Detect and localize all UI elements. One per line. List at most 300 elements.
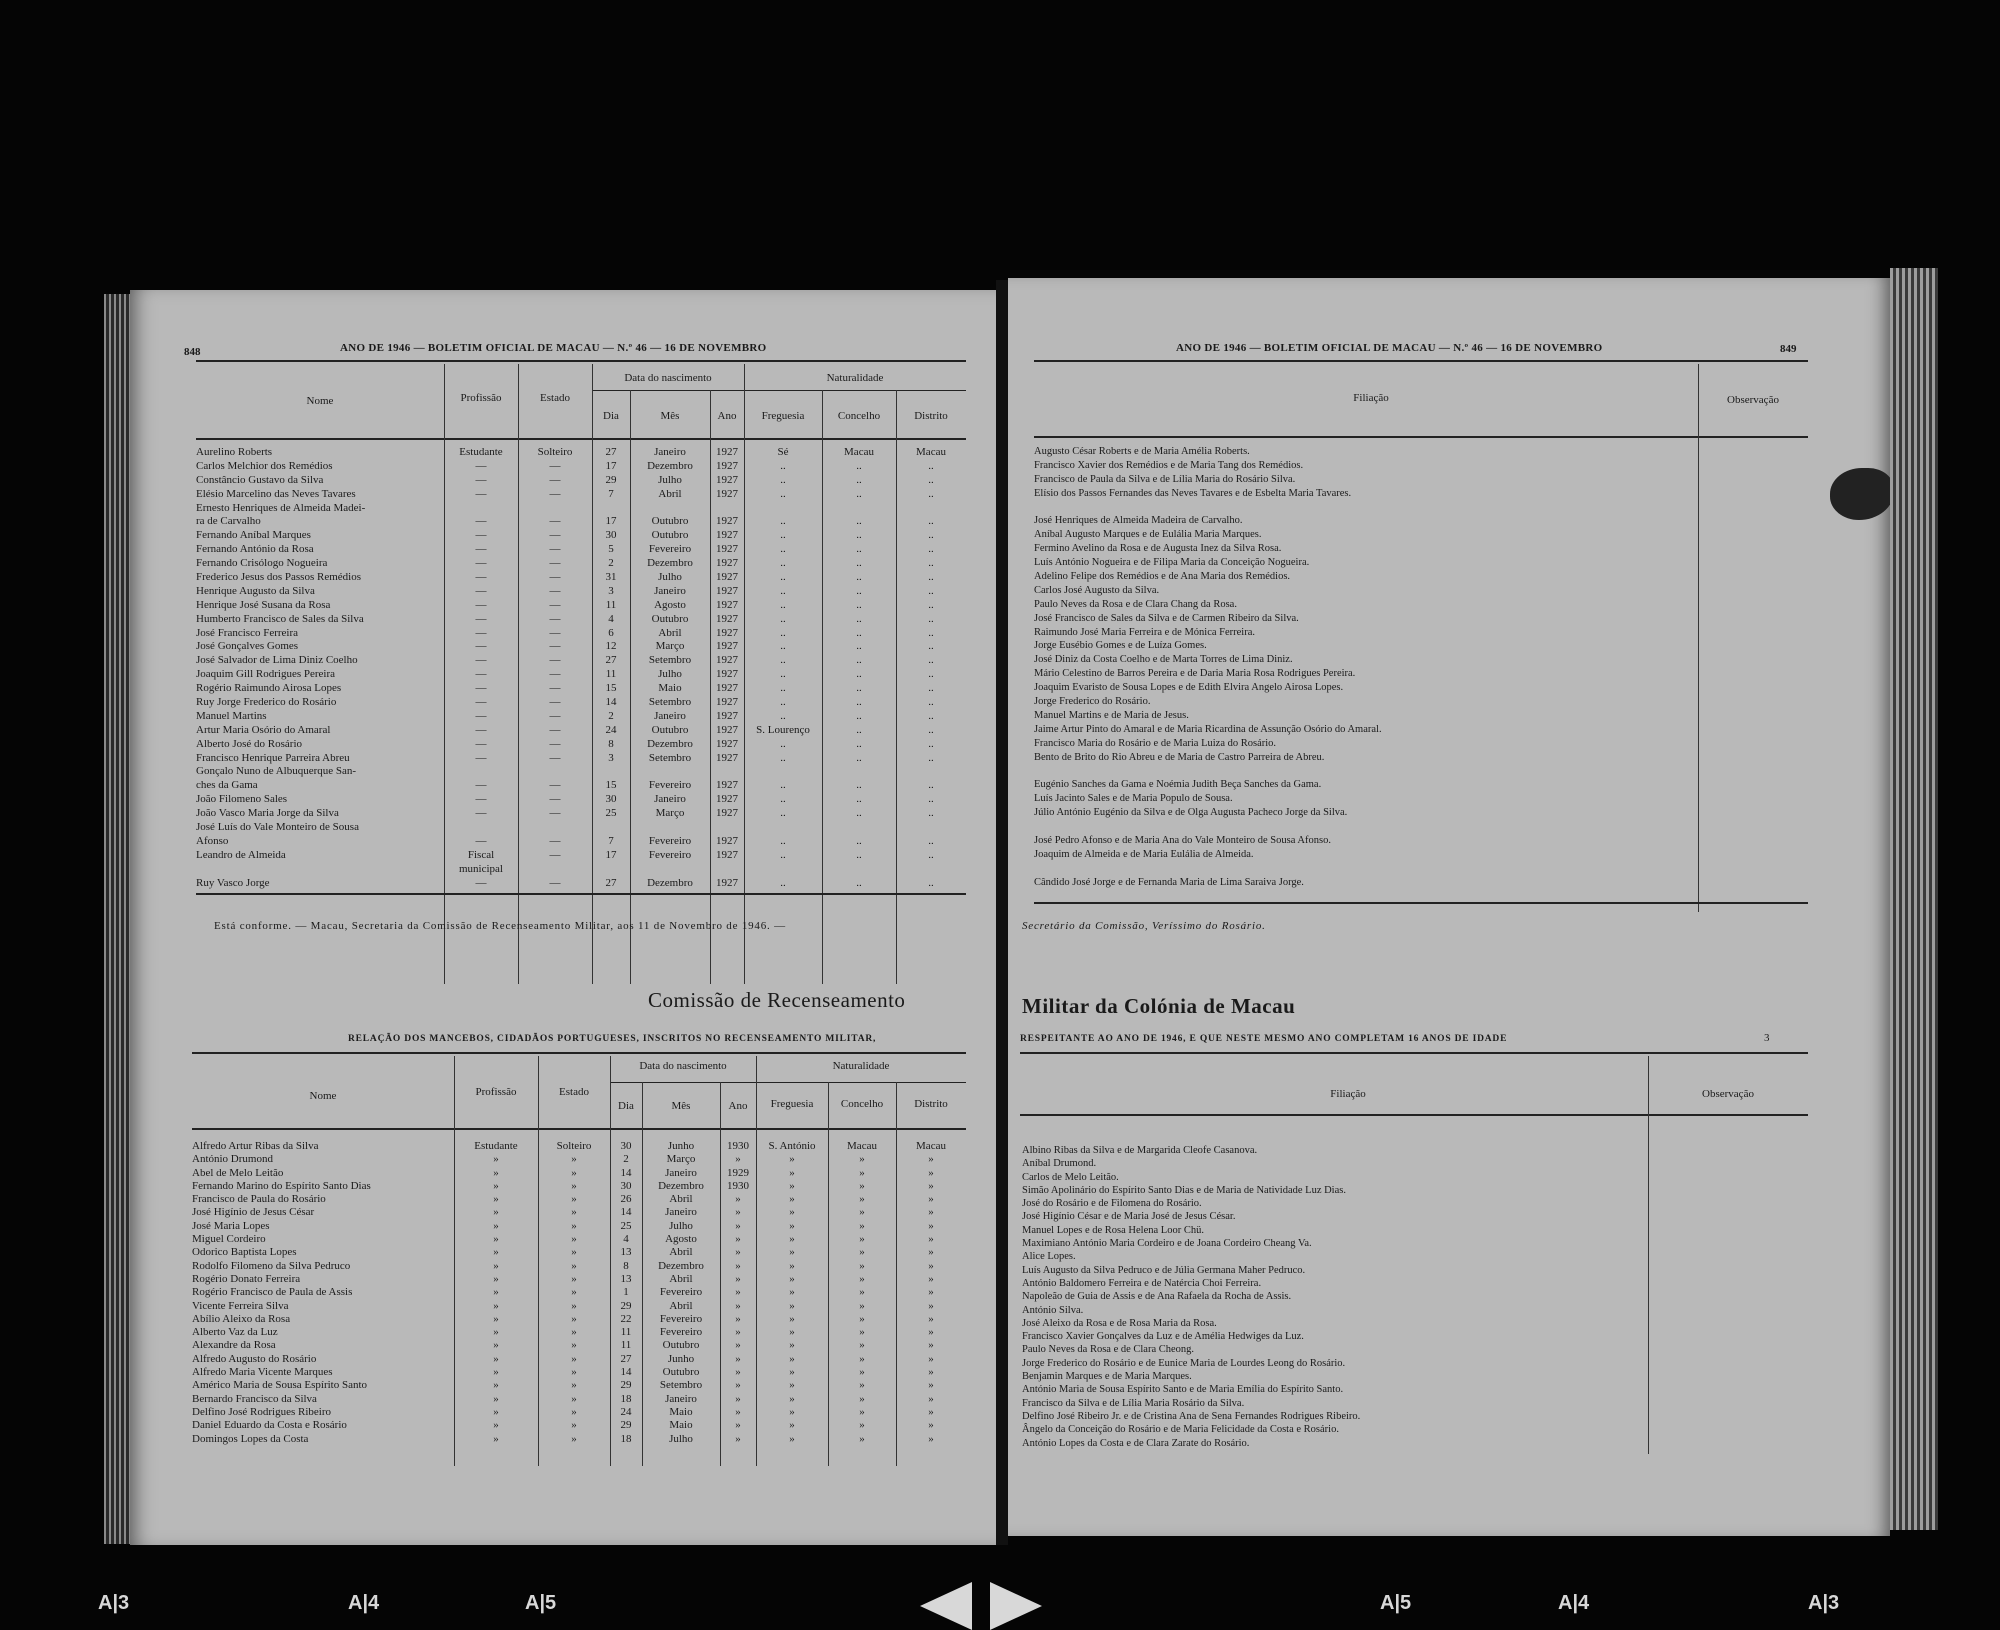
col-profissao-2: Profissão [475,1086,517,1098]
cell-prof: — [475,557,487,570]
right-book-edge [1890,268,1938,1530]
cell-dia: 27 [605,654,617,667]
cell-mes: Outubro [662,1339,700,1352]
section-title-left: Comissão de Recenseamento [648,988,906,1012]
cell-estado: » [571,1233,577,1246]
cell-dia: 29 [620,1299,632,1312]
cell-conc: .. [856,696,862,709]
cell-ano: 1927 [716,709,738,722]
subheader-rule [592,390,966,391]
cell-ano: 1927 [716,779,738,792]
cell-ano: 1927 [716,848,738,861]
cell-estado: — [549,529,561,542]
cell-ano: » [735,1246,741,1259]
cell-nome: Francisco de Paula do Rosário [192,1193,326,1206]
cell-conc: .. [856,737,862,750]
table-row [196,460,966,474]
cell-dia: 14 [620,1366,632,1379]
filiacao-entry: António Lopes da Costa e de Clara Zarate do Rosário. [1022,1437,1250,1449]
running-head: ANO DE 1946 — BOLETIM OFICIAL DE MACAU — N.º 46 — 16 DE NOVEMBRO [340,342,767,354]
table-row [196,793,966,807]
filiacao-entry: Augusto César Roberts e de Maria Amélia Roberts. [1034,446,1250,457]
cell-ano: 1927 [716,459,738,472]
secretary-signature: Secretário da Comissão, Veríssimo do Rosário. [1022,920,1266,932]
cell-mes: Abril [658,487,682,500]
cell-estado: » [571,1312,577,1325]
cell-mes: Janeiro [665,1166,697,1179]
cell-dist: » [928,1419,934,1432]
filiacao-entry: Fermino Avelino da Rosa e de Augusta Inez da Silva Rosa. [1034,543,1282,555]
cell-nome: Francisco Henrique Parreira Abreu [196,751,350,764]
cell-nome: Rodolfo Filomeno da Silva Pedruco [192,1259,351,1272]
col-distrito-2: Distrito [914,1098,948,1110]
cell-conc: » [859,1219,865,1232]
col-nome: Nome [306,395,334,407]
cell-prof: Estudante [474,1140,518,1152]
filiacao-entry: Manuel Lopes e de Rosa Helena Loor Chü. [1022,1224,1204,1236]
filiacao-entry: José Aleixo da Rosa e de Rosa Maria da Rosa. [1022,1317,1217,1329]
cell-dia: 14 [620,1166,632,1179]
cell-dia: 14 [620,1206,632,1219]
cell-nome: Ruy Jorge Frederico do Rosário [196,696,337,709]
cell-dist: .. [928,682,934,695]
cell-conc: .. [856,709,862,722]
table-row [196,599,966,613]
cell-dia: 4 [623,1233,629,1246]
cell-mes: Março [655,640,685,653]
cell-freg: » [789,1419,795,1432]
cell-conc: » [859,1405,865,1418]
cell-dia: 30 [620,1179,632,1192]
cell-freg: .. [780,696,786,709]
cell-estado: — [549,848,561,861]
cell-estado: — [549,876,561,889]
cell-conc: .. [856,779,862,792]
filiacao-entry: Joaquim Evaristo de Sousa Lopes e de Edith Elvira Angelo Airosa Lopes. [1034,682,1344,694]
filiacao-entry: Francisco Xavier Gonçalves da Luz e de Amélia Hedwiges da Luz. [1022,1331,1304,1343]
cell-conc: » [859,1366,865,1379]
cell-conc: » [859,1233,865,1246]
table-row [196,724,966,738]
filiacao-entry: Napoleão de Guia de Assis e de Ana Rafaela da Rocha de Assis. [1022,1291,1292,1303]
table-row [196,640,966,654]
cell-conc: .. [856,571,862,584]
cell-dia: 11 [620,1326,632,1339]
ink-stain [1830,468,1890,520]
cell-dist: .. [928,834,934,847]
cell-ano: » [735,1233,741,1246]
table-row [192,1273,966,1286]
cell-dist: » [928,1206,934,1219]
filiacao-entry: Mário Celestino de Barros Pereira e de Daria Maria Rosa Rodrigues Pereira. [1034,668,1356,680]
cell-freg: » [789,1166,795,1179]
book-gutter [996,280,1008,1545]
cell-freg: » [789,1326,795,1339]
table-row [196,515,966,529]
cell-prof: — [475,834,487,847]
cell-freg: » [789,1299,795,1312]
cell-conc: .. [856,515,862,528]
table-row [196,682,966,696]
cell-estado: — [549,793,561,806]
cell-freg: » [789,1219,795,1232]
cell-conc: Macau [844,446,874,458]
cell-prof: — [475,696,487,709]
table-row [192,1233,966,1246]
table-end-rule [1034,902,1808,904]
filiacao-entry: Francisco da Silva e de Lília Maria Rosário da Silva. [1022,1397,1245,1409]
cell-nome: Abílio Aleixo da Rosa [192,1312,291,1325]
cell-dist: » [928,1405,934,1418]
cell-estado: — [549,640,561,653]
cell-mes: Outubro [651,515,689,528]
cell-ano: 1927 [716,834,738,847]
cell-estado: » [571,1419,577,1432]
cell-dist: .. [928,598,934,611]
cell-mes: Fevereiro [659,1286,703,1299]
cell-estado: — [549,598,561,611]
cell-freg: S. Lourenço [756,723,810,736]
cell-ano: 1927 [716,668,738,681]
cell-freg: » [789,1366,795,1379]
cell-nome: Alfredo Maria Vicente Marques [192,1366,333,1379]
cell-estado: — [549,557,561,570]
cell-prof: — [475,751,487,764]
filiacao-entry: António Silva. [1022,1304,1084,1316]
cell-ano: 1927 [716,515,738,528]
cell-nome: Fernando Crisólogo Nogueira [196,557,328,570]
cell-dia: 8 [623,1259,629,1272]
cell-prof: » [493,1366,499,1379]
cell-nome: Alberto José do Rosário [196,737,303,750]
cell-ano: 1927 [716,876,738,889]
cell-dist: .. [928,612,934,625]
table-row [196,738,966,752]
cell-prof: — [475,612,487,625]
cell-conc: » [859,1246,865,1259]
cell-estado: » [571,1339,577,1352]
cell-conc: .. [856,848,862,861]
col-distrito: Distrito [914,410,948,422]
cell-dist: .. [928,668,934,681]
col-estado: Estado [540,392,570,404]
cell-dist: .. [928,654,934,667]
cell-dist: .. [928,793,934,806]
filiacao-list-1927 [1034,445,1694,890]
cell-prof: — [475,876,487,889]
cell-dia: 2 [608,557,614,570]
cell-freg: .. [780,834,786,847]
col-estado-2: Estado [559,1086,589,1098]
section-title-right: Militar da Colónia de Macau [1022,994,1296,1018]
cell-prof: — [475,807,487,820]
cell-conc: .. [856,529,862,542]
table-row [192,1433,966,1446]
cell-estado: — [549,709,561,722]
table-head-rule [1034,436,1808,438]
cell-ano: » [735,1286,741,1299]
table-row [192,1286,966,1299]
cell-prof: — [475,723,487,736]
cell-conc: .. [856,654,862,667]
cell-nome: José Luís do Vale Monteiro de Sousa [196,821,359,834]
cell-mes: Abril [669,1299,693,1312]
cell-freg: » [789,1286,795,1299]
cell-nome: Miguel Cordeiro [192,1233,266,1246]
col-divider [1698,364,1699,912]
cell-estado: Solteiro [537,446,573,458]
subheader-rule [610,1082,966,1083]
cell-mes: Janeiro [654,584,686,597]
cell-dia: 5 [608,543,614,556]
cell-ano: » [735,1379,741,1392]
cell-estado: — [549,543,561,556]
col-profissao: Profissão [460,392,502,404]
cell-mes: Dezembro [647,459,693,472]
cell-dist: » [928,1352,934,1365]
col-dia: Dia [603,410,619,422]
cell-mes: Outubro [651,529,689,542]
filiacao-entry: José Henriques de Almeida Madeira de Carvalho. [1034,515,1243,527]
cell-ano: » [735,1272,741,1285]
cell-conc: .. [856,459,862,472]
filiacao-entry [1034,820,1694,834]
cell-dia: 3 [608,584,614,597]
cell-mes: Julho [658,571,682,584]
cell-freg: » [789,1259,795,1272]
cell-ano: » [735,1419,741,1432]
col-nome-2: Nome [309,1090,337,1102]
cell-nome: Domingos Lopes da Costa [192,1432,309,1445]
cell-nome: Frederico Jesus dos Passos Remédios [196,571,361,584]
film-mark: A|4 [348,1592,380,1614]
table-row [196,849,966,863]
cell-ano: » [735,1405,741,1418]
filiacao-entry: José do Rosário e de Filomena do Rosário. [1022,1198,1202,1210]
cell-estado: » [571,1392,577,1405]
table-row [192,1206,966,1219]
cell-estado: — [549,612,561,625]
cell-nome: Henrique Augusto da Silva [196,584,315,597]
cell-dia: 11 [620,1339,632,1352]
table-row [192,1326,966,1339]
table-row [196,502,966,516]
cell-estado: » [571,1379,577,1392]
cell-freg: » [789,1352,795,1365]
filiacao-entry: Benjamin Marques e de Maria Marques. [1022,1371,1192,1383]
cell-freg: .. [780,779,786,792]
section-rule [1020,1052,1808,1054]
filiacao-entry: Maximiano António Maria Cordeiro e de Joana Cordeiro Cheang Va. [1022,1238,1312,1250]
cell-nome: João Filomeno Sales [196,793,288,806]
table-row [196,446,966,460]
col-mes: Mês [660,410,680,422]
cell-mes: Outubro [651,723,689,736]
cell-prof: » [493,1193,499,1206]
cell-prof: — [475,584,487,597]
cell-nome: Abel de Melo Leitão [192,1166,284,1179]
cell-dia: 18 [620,1432,632,1445]
cell-ano: » [735,1366,741,1379]
cell-dist: » [928,1286,934,1299]
cell-dia: 15 [605,779,617,792]
table-row [192,1393,966,1406]
cell-prof: » [493,1179,499,1192]
cell-nome: Constâncio Gustavo da Silva [196,473,324,486]
filiacao-entry: Paulo Neves da Rosa e de Clara Cheong. [1022,1344,1195,1356]
cell-dia: 31 [605,571,617,584]
cell-prof: » [493,1206,499,1219]
table-row [192,1366,966,1379]
cell-mes: Abril [669,1193,693,1206]
cell-prof: — [475,682,487,695]
filiacao-entry: Jorge Frederico do Rosário e de Eunice Maria de Lourdes Leong do Rosário. [1022,1357,1346,1369]
cell-nome: José Gonçalves Gomes [196,640,299,653]
table-row [192,1406,966,1419]
cell-mes: Dezembro [647,737,693,750]
cell-conc: » [859,1339,865,1352]
cell-nome: Alexandre da Rosa [192,1339,276,1352]
cell-mes: Setembro [648,654,692,667]
cell-prof: — [475,737,487,750]
certification-note: Está conforme. — Macau, Secretaria da Comissão de Recenseamento Militar, aos 11 de Novembro de 1946. — [214,920,786,932]
table-row [196,877,966,891]
cell-dist: » [928,1233,934,1246]
cell-conc: » [859,1286,865,1299]
cell-freg: .. [780,848,786,861]
cell-conc: .. [856,723,862,736]
cell-nome: Delfino José Rodrigues Ribeiro [192,1405,332,1418]
cell-nome: Rogério Donato Ferreira [192,1272,301,1285]
table-row [192,1353,966,1366]
cell-estado: » [571,1259,577,1272]
col-dia-2: Dia [618,1100,634,1112]
cell-dia: 3 [608,751,614,764]
cell-ano: » [735,1432,741,1445]
cell-freg: » [789,1179,795,1192]
cell-freg: .. [780,668,786,681]
table-row [192,1379,966,1392]
cell-freg: .. [780,557,786,570]
table-row [196,488,966,502]
cell-nome: Joaquim Gill Rodrigues Pereira [196,668,336,681]
cell-prof: » [493,1233,499,1246]
cell-prof: » [493,1166,499,1179]
table-row [192,1167,966,1180]
filiacao-entry: Paulo Neves da Rosa e de Clara Chang da Rosa. [1034,598,1237,610]
cell-nome: Vicente Ferreira Silva [192,1299,289,1312]
cell-prof: — [475,598,487,611]
cell-nome: José Maria Lopes [192,1219,270,1232]
cell-freg: .. [780,487,786,500]
cell-conc: .. [856,640,862,653]
cell-prof: » [493,1419,499,1432]
filiacao-entry: Jaime Artur Pinto do Amaral e de Maria Ricardina de Assunção Osório do Amaral. [1034,723,1382,735]
filiacao-entry: Francisco Maria do Rosário e de Maria Luiza do Rosário. [1034,737,1277,749]
cell-mes: Outubro [651,612,689,625]
cell-dist: .. [928,529,934,542]
cell-nome: Américo Maria de Sousa Espírito Santo [192,1379,368,1392]
cell-conc: » [859,1432,865,1445]
cell-nome: Fernando Marino do Espírito Santo Dias [192,1179,371,1192]
cell-prof: — [475,529,487,542]
cell-dia: 25 [620,1219,632,1232]
header-rule [196,360,966,362]
filiacao-entry: Joaquim de Almeida e de Maria Eulália de Almeida. [1034,848,1254,860]
cell-dist: .. [928,626,934,639]
cell-conc: .. [856,682,862,695]
table-row [196,557,966,571]
cell-prof: — [475,793,487,806]
cell-ano: 1927 [716,723,738,736]
cell-dist: .. [928,473,934,486]
cell-estado: » [571,1326,577,1339]
cell-estado: — [549,737,561,750]
filiacao-entry: Simão Apolinário do Espírito Santo Dias e de Maria de Natividade Luz Dias. [1022,1184,1346,1196]
cell-estado: » [571,1166,577,1179]
cell-dia: 13 [620,1272,632,1285]
cell-ano: 1927 [716,473,738,486]
cell-dist: .. [928,751,934,764]
cell-estado: — [549,515,561,528]
section-rule [192,1052,966,1054]
cell-estado: — [549,473,561,486]
filiacao-entry: António Baldomero Ferreira e de Natércia Choi Ferreira. [1022,1277,1262,1289]
filiacao-entry: Francisco de Paula da Silva e de Lília Maria do Rosário Silva. [1034,473,1296,485]
cell-freg: .. [780,612,786,625]
filiacao-entry: Carlos de Melo Leitão. [1022,1171,1119,1183]
col-ano: Ano [717,410,737,422]
cell-conc: .. [856,543,862,556]
section-number: 3 [1764,1032,1770,1044]
cell-ano: » [735,1193,741,1206]
cell-freg: .. [780,543,786,556]
cell-mes: Fevereiro [648,779,692,792]
cell-dia: 6 [608,626,614,639]
cell-freg: S. António [768,1140,816,1152]
cell-dia: 30 [605,793,617,806]
cell-prof: — [475,668,487,681]
cell-ano: 1930 [727,1179,749,1192]
cell-conc: » [859,1179,865,1192]
filiacao-entry: Cândido José Jorge e de Fernanda Maria de Lima Saraiva Jorge. [1034,876,1304,888]
cell-mes: Setembro [648,751,692,764]
census-table-1927 [196,446,966,891]
cell-ano: 1927 [716,543,738,556]
cell-estado: » [571,1246,577,1259]
cell-freg: .. [780,654,786,667]
cell-freg: » [789,1405,795,1418]
cell-estado: — [549,834,561,847]
cell-conc: .. [856,557,862,570]
cell-prof: » [493,1312,499,1325]
cell-dist: .. [928,807,934,820]
cell-ano: 1930 [727,1140,749,1152]
table-row [196,710,966,724]
cell-freg: » [789,1153,795,1166]
cell-estado: — [549,723,561,736]
cell-mes: Agosto [654,598,686,611]
cell-mes: Dezembro [647,557,693,570]
census-table-1930 [192,1140,966,1446]
cell-dist: » [928,1366,934,1379]
cell-mes: Dezembro [658,1179,704,1192]
page-number: 849 [1780,343,1797,355]
header-rule [1034,360,1808,362]
filiacao-entry: Albino Ribas da Silva e de Margarida Cleofe Casanova. [1022,1145,1258,1156]
cell-dia: 17 [605,848,617,861]
film-arrow-left-icon [920,1582,972,1630]
